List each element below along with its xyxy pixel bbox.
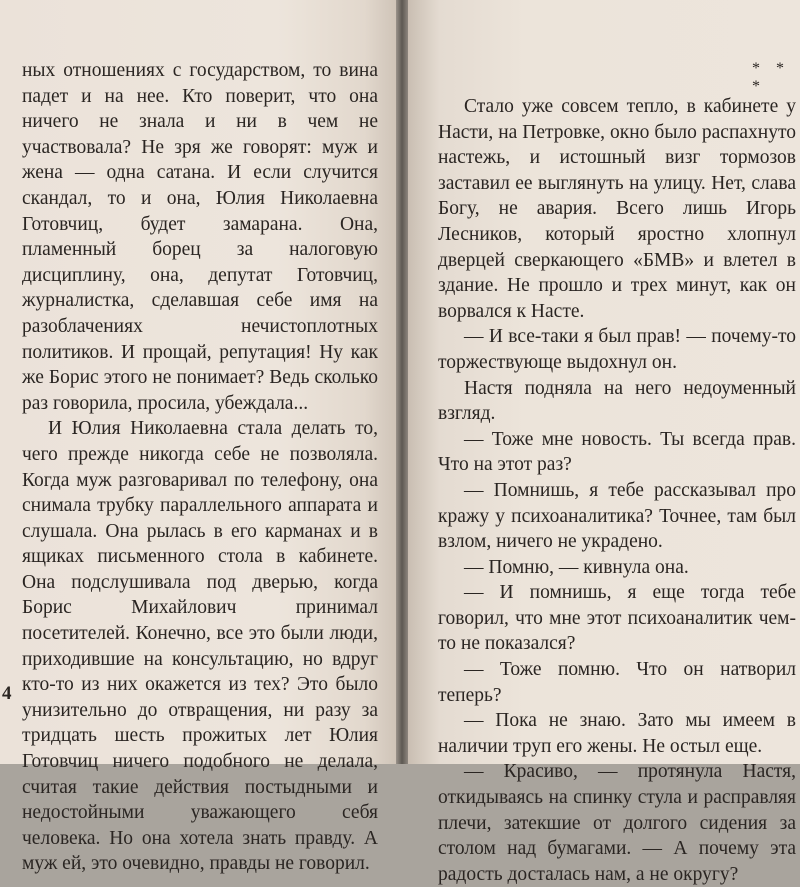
page-number: 4 <box>2 683 12 704</box>
paragraph: ных отношениях с государством, то вина падет и на нее. Кто поверит, что она ничего не знала и ни в чем не участвовала? Не зря же говорят: муж и жена — одна сатана. И если случится скандал, то и она, Юлия Николаевна Готовчиц, будет замарана. Она, пламенный борец за налоговую дисциплину, она, депутат Готовчиц, журналистка, сделавшая себе имя на разоблачениях нечистоплотных политиков. И прощай, репутация! Ну как же Борис этого не понимает? Ведь сколько раз говорила, просила, убеждала... <box>22 60 378 414</box>
paragraph: — Пока не знаю. Зато мы имеем в наличии труп его жены. Не остыл еще. <box>438 710 796 757</box>
paragraph: — Тоже мне новость. Ты всегда прав. Что на этот раз? <box>438 428 796 476</box>
paragraph: И Юлия Николаевна стала делать то, чего прежде никогда себе не позволяла. Когда муж разговаривал по телефону, она снимала трубку параллельного аппарата и слушала. Она рылась в его карманах и в ящиках письменного стола в кабинете. Она подслушивала под дверью, когда Борис Михайлович принимал посетителей. Конечно, все это были люди, приходившие на консультацию, но вдруг кто-то из них окажется из тех? Это было унизительно до отвращения, ни разу за тридцать шесть прожитых лет Юлия Готовчиц ничего подобного не делала, считая такие действия постыдными и недостойными уважающего себя человека. Но она хотела знать правду. А муж ей, это очевидно, правды не говорил. <box>22 418 378 875</box>
left-page-text <box>22 58 378 877</box>
paragraph: — Тоже помню. Что он натворил теперь? <box>438 659 796 706</box>
right-page-text <box>438 94 796 887</box>
left-page <box>0 0 396 875</box>
paragraph: Стало уже совсем тепло, в кабинете у Насти, на Петровке, окно было распахнуто настежь, и истошный визг тормозов заставил ее выглянуть на улицу. Нет, слава Богу, не авария. Всего лишь Игорь Лесников, который яростно хлопнул дверцей сверкающего «БМВ» и влетел в здание. Не прошло и трех минут, как он ворвался к Насте. <box>438 96 796 322</box>
paragraph: — Красиво, — протянула Настя, откидываясь на спинку стула и расправляя плечи, затекшие от долгого сидения за столом над бумагами. — А почему эта радость досталась нам, а не округу? <box>438 761 796 885</box>
paragraph: Настя подняла на него недоуменный взгляд. <box>438 377 796 425</box>
paragraph: — Помнишь, я тебе рассказывал про кражу у психоаналитика? Точнее, там был взлом, ничего не украдено. <box>438 479 796 553</box>
paragraph: — Помню, — кивнула она. <box>464 556 689 578</box>
book-gutter <box>396 0 408 764</box>
section-separator: * * * <box>752 60 790 95</box>
paragraph: — И все-таки я был прав! — почему-то торжествующе выдохнул он. <box>438 326 796 373</box>
paragraph: — И помнишь, я еще тогда тебе говорил, что мне этот психоаналитик чем-то не показался? <box>438 582 796 655</box>
